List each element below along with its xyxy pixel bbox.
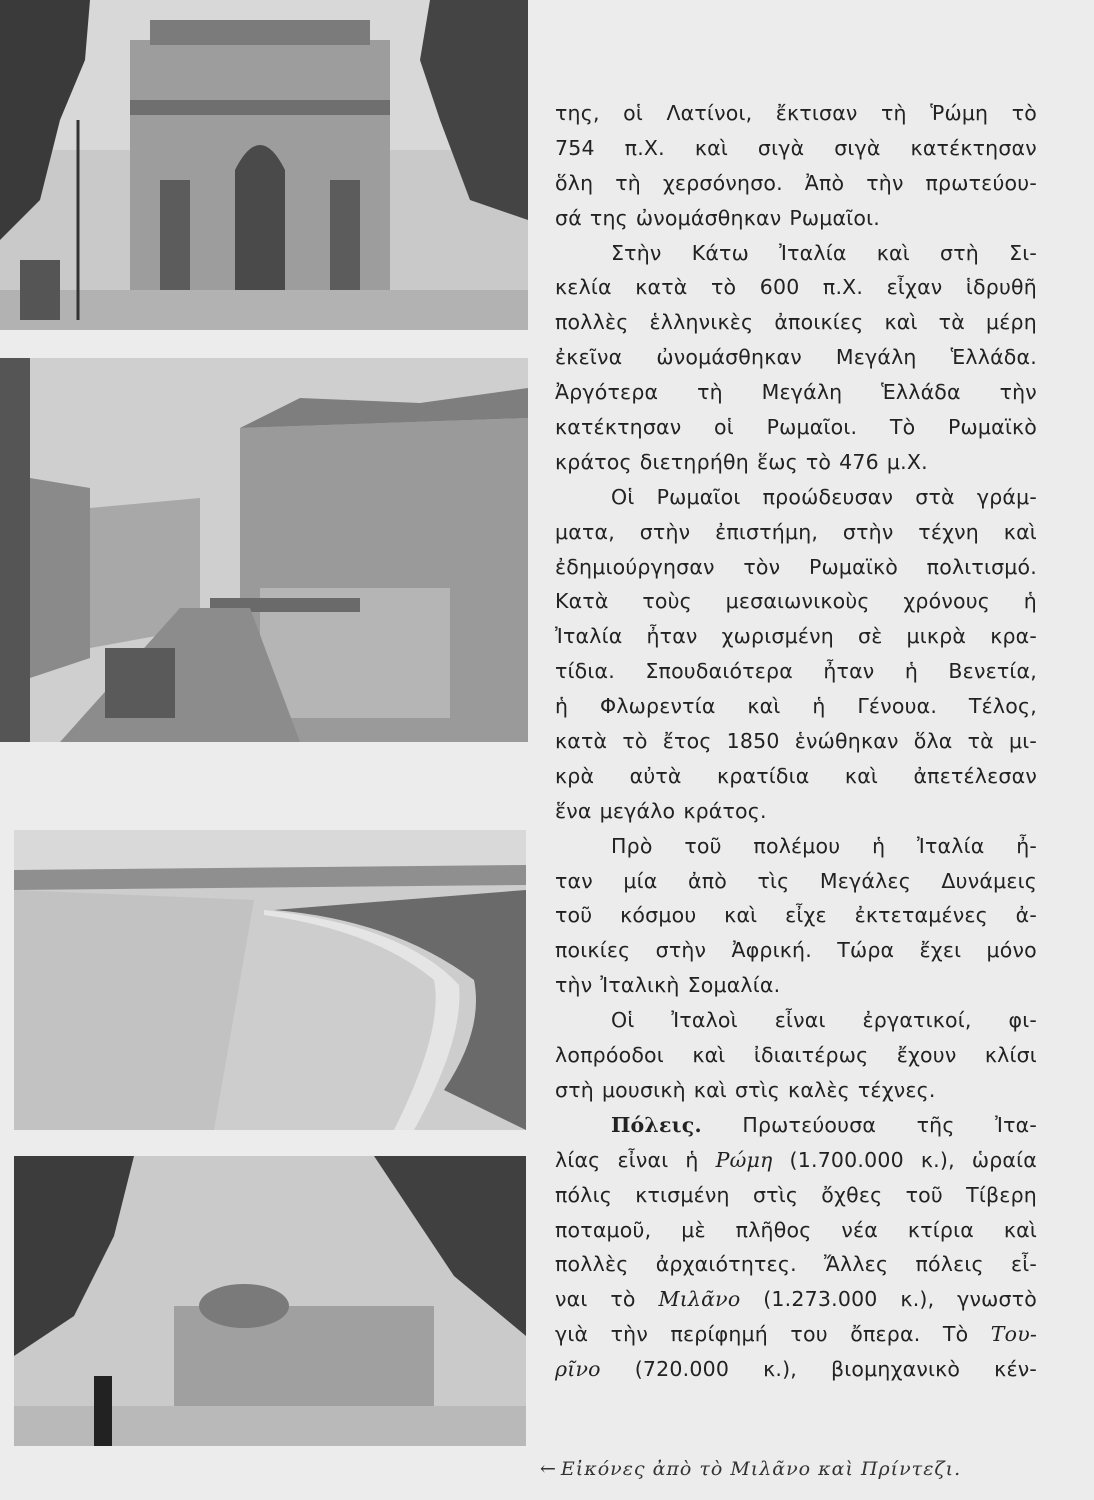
photo-bay-view (14, 830, 526, 1130)
text-line: ποικίες στὴν Ἀφρική. Τώρα ἔχει μόνο (555, 938, 1037, 963)
image-caption (540, 1458, 1060, 1480)
text-line: ὅλη τὴ χερσόνησο. Ἀπὸ τὴν πρωτεύου- (555, 170, 1037, 195)
city-milan: Μιλᾶνο (658, 1287, 741, 1312)
text-line: λοπρόοδοι καὶ ἰδιαιτέρως ἔχουν κλίσι (555, 1043, 1037, 1068)
text-line: Κατὰ τοὺς μεσαιωνικοὺς χρόνους ἡ (555, 589, 1037, 614)
city-turin-part1: Του- (990, 1322, 1037, 1347)
text-line: πολλὲς ἑλληνικὲς ἀποικίες καὶ τὰ μέρη (555, 310, 1037, 335)
photo-triumphal-arch (0, 0, 528, 330)
text-line: κατέκτησαν οἱ Ρωμαῖοι. Τὸ Ρωμαϊκὸ (555, 415, 1037, 440)
text-line: κράτος διετηρήθη ἕως τὸ 476 μ.Χ. (555, 449, 928, 474)
text-line: ἕνα μεγάλο κράτος. (555, 798, 767, 823)
cities-heading: Πόλεις. (611, 1112, 702, 1137)
text-line: ἡ Φλωρεντία καὶ ἡ Γένουα. Τέλος, (555, 694, 1037, 719)
text-line: λίας εἶναι ἡ Ρώμη (1.700.000 κ.), ὡραία (555, 1143, 1037, 1178)
photo-opera-street (0, 358, 528, 742)
caption-arrow-icon: ← (540, 1458, 557, 1480)
text-line: Πόλεις. Πρωτεύουσα τῆς Ἰτα- (555, 1108, 1037, 1143)
text-line: ποταμοῦ, μὲ πλῆθος νέα κτίρια καὶ (555, 1217, 1037, 1242)
text-line: κατὰ τὸ ἔτος 1850 ἑνώθηκαν ὅλα τὰ μι- (555, 729, 1037, 754)
street-illustration (0, 358, 528, 742)
text-line: τοῦ κόσμου καὶ εἶχε ἐκτεταμένες ἀ- (555, 903, 1037, 928)
text-line: 754 π.Χ. καὶ σιγὰ σιγὰ κατέκτησαν (555, 135, 1037, 160)
text-line: κρὰ αὐτὰ κρατίδια καὶ ἀπετέλεσαν (555, 763, 1037, 788)
text-line: Ἀργότερα τὴ Μεγάλη Ἑλλάδα τὴν (555, 380, 1037, 405)
text-line: ταν μία ἀπὸ τὶς Μεγάλες Δυνάμεις (555, 868, 1037, 893)
text-line: κελία κατὰ τὸ 600 π.Χ. εἶχαν ἱδρυθῆ (555, 275, 1037, 300)
text-line: γιὰ τὴν περίφημή του ὄπερα. Τὸ Του- (555, 1317, 1037, 1352)
garden-illustration (14, 1156, 526, 1446)
bay-illustration (14, 830, 526, 1130)
text-line: ἐκεῖνα ὠνομάσθηκαν Μεγάλη Ἑλλάδα. (555, 345, 1037, 370)
city-turin-part2: ρῖνο (555, 1357, 601, 1382)
caption-text: Εἰκόνες ἀπὸ τὸ Μιλᾶνο καὶ Πρίντεζι. (560, 1458, 962, 1480)
text-line: Ἰταλία ἦταν χωρισμένη σὲ μικρὰ κρα- (555, 624, 1037, 649)
text-line: της, οἱ Λατίνοι, ἔκτισαν τὴ Ῥώμη τὸ (555, 101, 1037, 125)
text-line: στὴ μουσικὴ καὶ στὶς καλὲς τέχνες. (555, 1077, 936, 1102)
text-line: πολλὲς ἀρχαιότητες. Ἄλλες πόλεις εἶ- (555, 1252, 1037, 1277)
text-line: ναι τὸ Μιλᾶνο (1.273.000 κ.), γνωστὸ (555, 1282, 1037, 1317)
body-text (555, 96, 1037, 1387)
text-line: ματα, στὴν ἐπιστήμη, στὴν τέχνη καὶ (555, 519, 1037, 544)
text-line: τίδια. Σπουδαιότερα ἦταν ἡ Βενετία, (555, 659, 1037, 684)
text-line: Οἱ Ἰταλοὶ εἶναι ἐργατικοί, φι- (611, 1008, 1037, 1033)
text-line: Στὴν Κάτω Ἰταλία καὶ στὴ Σι- (611, 240, 1037, 265)
text-line: πόλις κτισμένη στὶς ὄχθες τοῦ Τίβερη (555, 1182, 1037, 1207)
text-line: τὴν Ἰταλικὴ Σομαλία. (555, 973, 781, 998)
text-line: Οἱ Ρωμαῖοι προώδευσαν στὰ γράμ- (611, 484, 1037, 509)
text-line: σά της ὠνομάσθηκαν Ρωμαῖοι. (555, 205, 880, 230)
arch-illustration (0, 0, 528, 330)
text-line: Πρὸ τοῦ πολέμου ἡ Ἰταλία ἦ- (611, 833, 1037, 858)
city-rome: Ρώμη (715, 1147, 773, 1172)
text-line: ρῖνο (720.000 κ.), βιομηχανικὸ κέν- (555, 1352, 1037, 1387)
photo-palm-garden (14, 1156, 526, 1446)
text-line: ἐδημιούργησαν τὸν Ρωμαϊκὸ πολιτισμό. (555, 554, 1037, 579)
